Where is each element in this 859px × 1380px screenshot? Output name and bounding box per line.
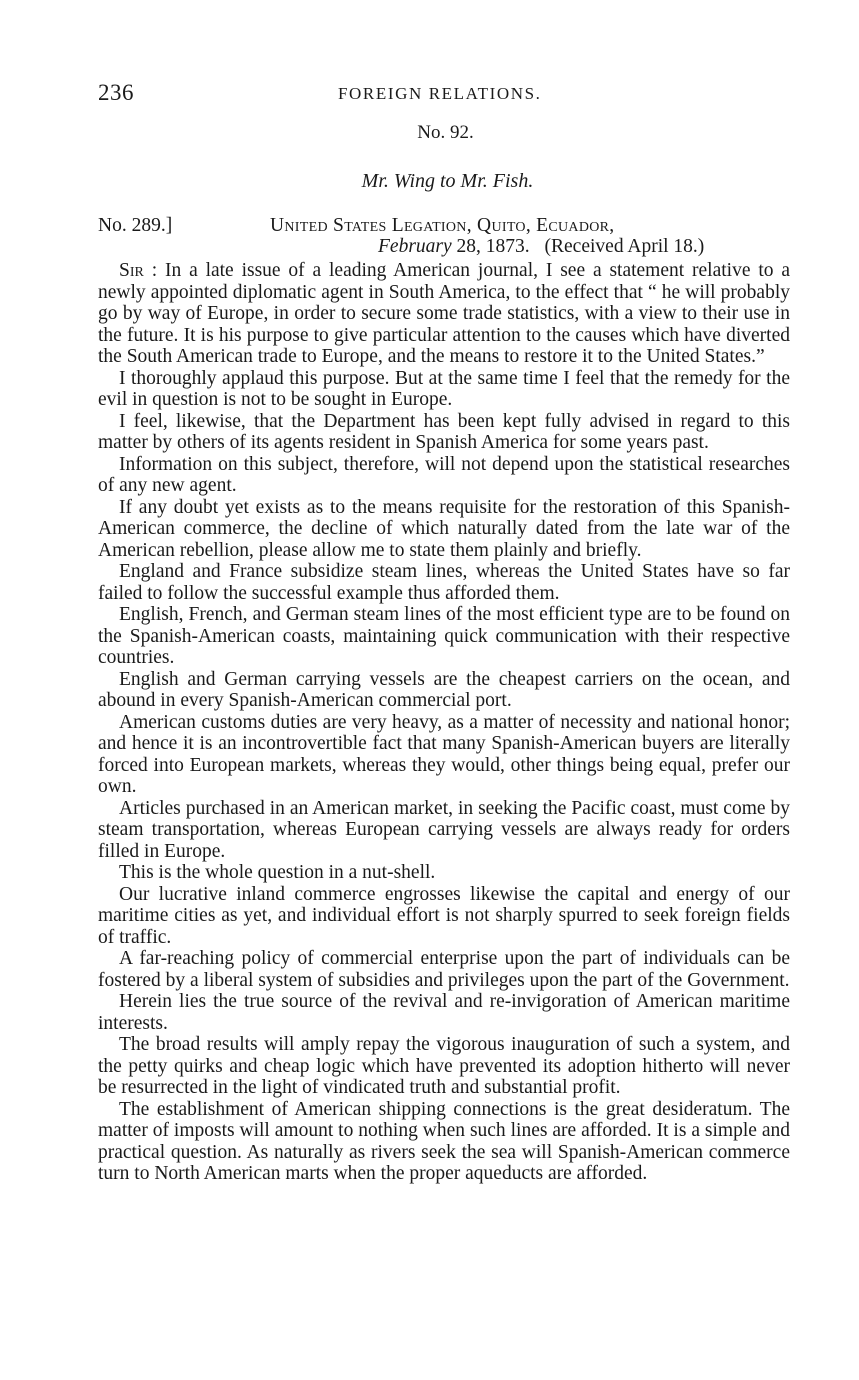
paragraph: This is the whole question in a nut-shell.: [119, 862, 436, 883]
legation-heading: United States Legation, Quito, Ecuador,: [270, 215, 615, 236]
paragraph: I thoroughly applaud this purpose. But at the same time I feel that the remedy for the evil in question is not to be sought in Europe.: [98, 367, 790, 410]
paragraph: The broad results will amply repay the vigorous inauguration of such a system, and the petty quirks and cheap logic which have prevented its adoption hitherto will never be resurrected in the light of vindicated truth and substantial profit.: [98, 1034, 790, 1098]
paragraph: I feel, likewise, that the Department has been kept fully advised in regard to this matter by others of its agents resident in Spanish America for some years past.: [98, 410, 790, 453]
paragraph: Articles purchased in an American market, in seeking the Pacific coast, must come by steam transportation, whereas European carrying vessels are always ready for orders filled in Europe.: [98, 797, 790, 862]
received-note: (Received April 18.): [544, 236, 705, 257]
dateline: [378, 236, 704, 258]
document-number: No. 92.: [417, 122, 474, 143]
page-number: 236: [98, 80, 134, 105]
page-header: [98, 80, 790, 112]
letter-body: [98, 260, 790, 1185]
paragraph: Our lucrative inland commerce engrosses likewise the capital and energy of our maritime cities as yet, and individual effort is not sharply spurred to seek foreign fields of traffic.: [98, 883, 790, 948]
paragraph: The establishment of American shipping connections is the great desideratum. The matter of imposts will amount to nothing when such lines are afforded. It is a simple and practical question. As naturally as rivers seek the sea will Spanish-American commerce turn to North American marts when the proper aqueducts are afforded.: [98, 1098, 790, 1184]
salutation: Sir :: [119, 260, 158, 281]
paragraph: England and France subsidize steam lines, whereas the United States have so far failed to follow the successful example thus afforded them.: [98, 561, 790, 604]
dispatch-reference: No. 289.]: [98, 215, 173, 236]
document-title: Mr. Wing to Mr. Fish.: [361, 170, 534, 192]
running-head: FOREIGN RELATIONS.: [338, 84, 542, 103]
paragraph: English and German carrying vessels are the cheapest carriers on the ocean, and abound in every Spanish-American commercial port.: [98, 668, 790, 711]
paragraph: If any doubt yet exists as to the means requisite for the restoration of this Spanish-American commerce, the decline of which naturally dated from the late war of the American rebellion, please allow me to state them plainly and briefly.: [98, 496, 790, 561]
paragraph: Information on this subject, therefore, will not depend upon the statistical researches of any new agent.: [98, 453, 790, 496]
paragraph: Sir : In a late issue of a leading American journal, I see a statement relative to a newly appointed diplomatic agent in South America, to the effect that “ he will probably go by way of Europe, in order to secure some trade statistics, with a view to their use in the future. It is his purpose to give particular attention to the causes which have diverted the South American trade to Europe, and the means to restore it to the United States.”: [98, 260, 791, 367]
paragraph: A far-reaching policy of commercial enterprise upon the part of individuals can be fostered by a liberal system of subsidies and privileges upon the part of the Government.: [98, 948, 790, 991]
paragraph: Herein lies the true source of the revival and re-invigoration of American maritime interests.: [98, 991, 790, 1034]
paragraph: American customs duties are very heavy, as a matter of necessity and national honor; and hence it is an incontrovertible fact that many Spanish-American buyers are literally forced into European markets, whereas they would, other things being equal, prefer our own.: [98, 711, 790, 797]
date-month: February: [378, 236, 452, 257]
paragraph: English, French, and German steam lines of the most efficient type are to be found on the Spanish-American coasts, maintaining quick communication with their respective countries.: [98, 604, 790, 668]
date-day-year: 28, 1873.: [451, 236, 530, 257]
